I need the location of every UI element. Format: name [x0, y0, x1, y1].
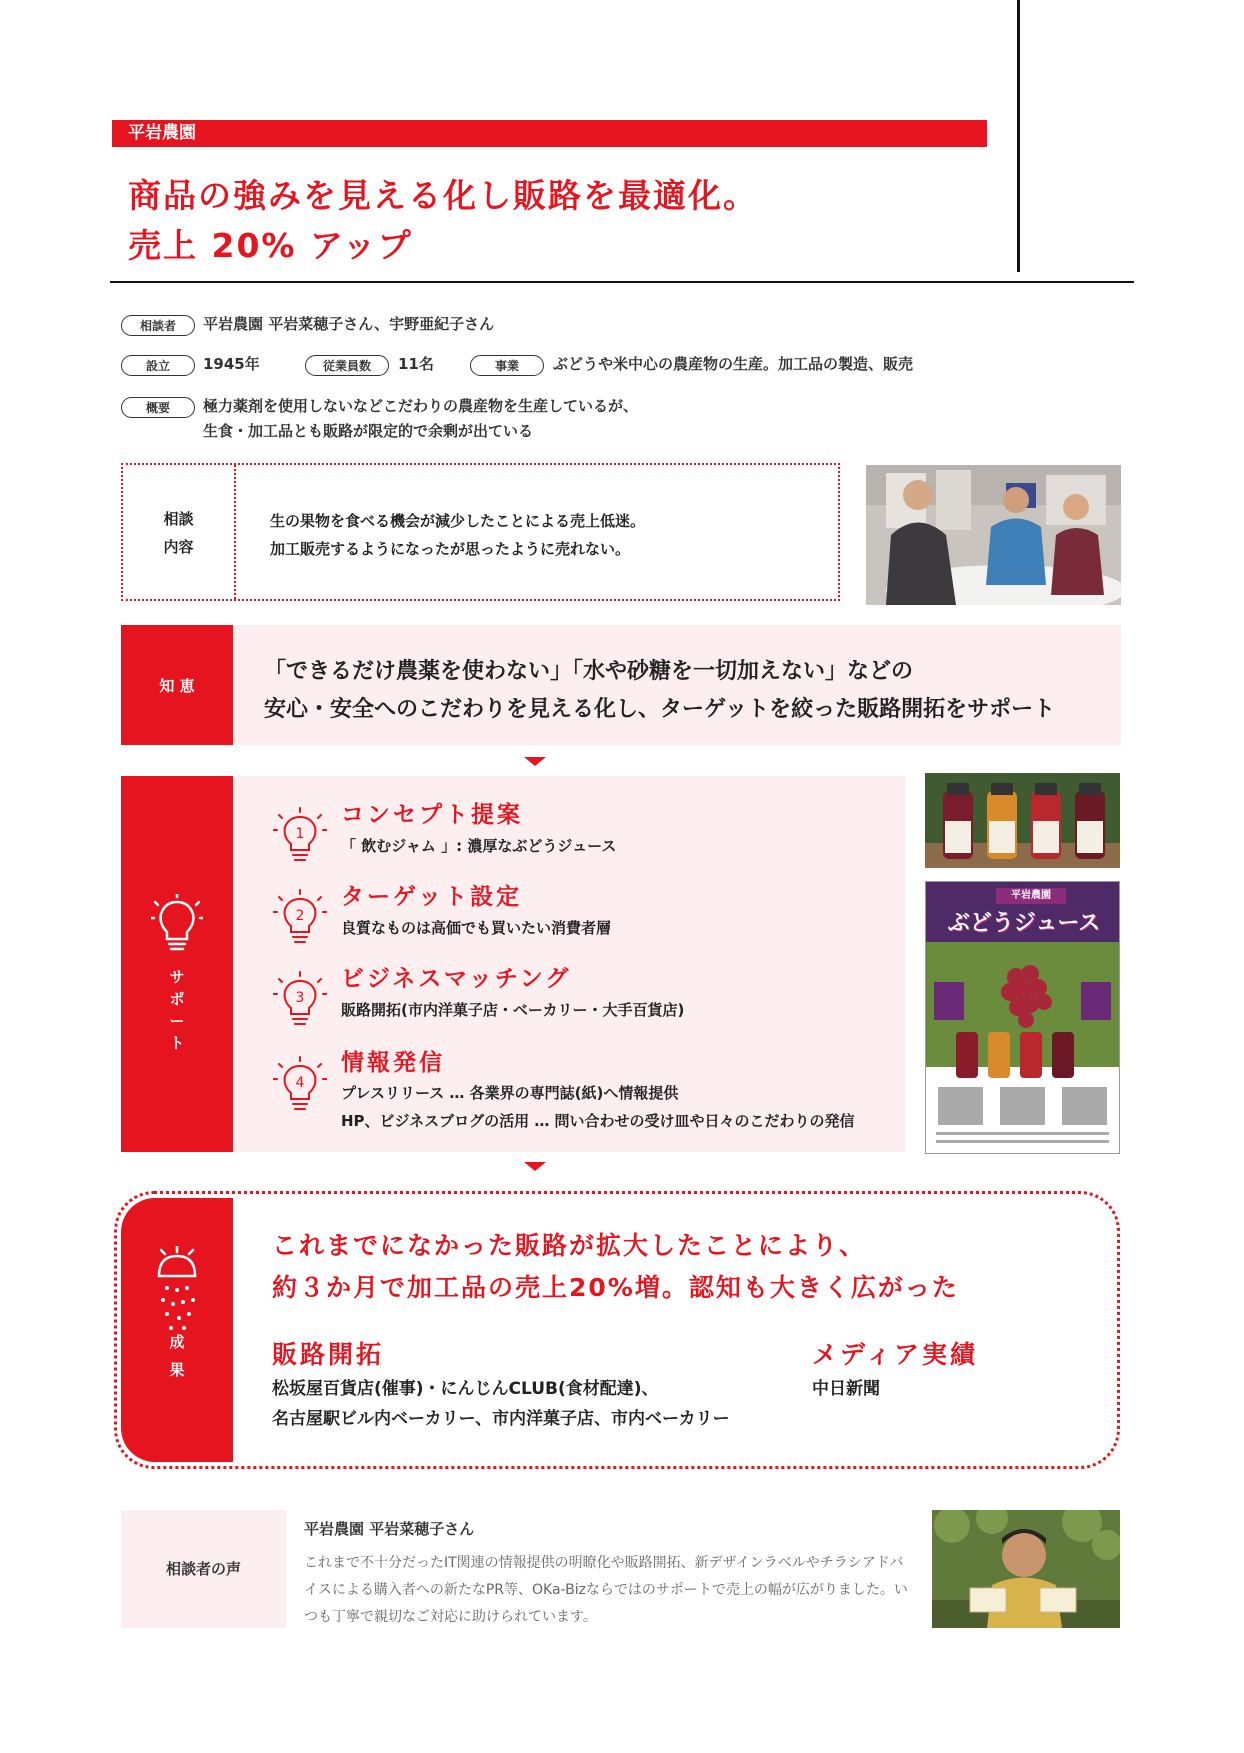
meeting-photo [866, 465, 1121, 605]
headline-line1: 商品の強みを見える化し販路を最適化。 [128, 176, 758, 215]
wisdom-line2: 安心・安全へのこだわりを見える化し、ターゲットを絞った販路開拓をサポート [264, 697, 1056, 722]
media-body: 中日新聞 [812, 1379, 880, 1399]
header-divider [110, 281, 1134, 283]
down-arrow-icon [524, 1162, 546, 1171]
consultation-label [123, 505, 234, 561]
step-1-number: 1 [295, 826, 305, 842]
result-label-line2: 果 [169, 1361, 185, 1379]
lightbulb-icon [151, 894, 203, 956]
result-label-line1: 成 [169, 1333, 185, 1351]
step-1-title: コンセプト提案 [341, 802, 523, 828]
consultee-value: 平岩農園 平岩菜穂子さん、宇野亜紀子さん [203, 315, 495, 333]
company-label-bar [112, 120, 987, 147]
juice-bottles-photo [925, 773, 1120, 868]
consultation-label-line1: 相談 [163, 510, 194, 528]
step-1-body: 「 飲むジャム 」: 濃厚なぶどうジュース [341, 837, 617, 855]
support-tab [121, 776, 233, 1152]
overview-label: 概要 [121, 397, 195, 418]
support-label-char: サ [169, 968, 185, 986]
channels-line2: 名古屋駅ビル内ベーカリー、市内洋菓子店、市内ベーカリー [272, 1409, 730, 1429]
overview-line1: 極力薬剤を使用しないなどこだわりの農産物を生産しているが、 [203, 397, 639, 415]
step-3-bulb-icon [273, 970, 327, 1028]
employees-label: 従業員数 [305, 355, 389, 376]
consultation-line1: 生の果物を食べる機会が減少したことによる売上低迷。 [270, 512, 646, 530]
consultation-box [121, 463, 840, 601]
wisdom-tab [121, 625, 233, 745]
poster-brand: 平岩農園 [996, 888, 1066, 904]
step-1-bulb-icon [273, 806, 327, 864]
consultation-label-line2: 内容 [163, 538, 194, 556]
step-4-body-line2: HP、ビジネスブログの活用 … 問い合わせの受け皿や日々のこだわりの発信 [341, 1112, 855, 1130]
step-4-title: 情報発信 [341, 1050, 445, 1076]
wisdom-text [264, 653, 1055, 729]
poster-title: ぶどうジュース [947, 911, 1101, 936]
step-3-title: ビジネスマッチング [341, 966, 572, 992]
step-2-body: 良質なものは高価でも買いたい消費者層 [341, 919, 612, 937]
founded-label: 設立 [121, 355, 195, 376]
support-label-char: ー [169, 1012, 185, 1030]
consultee-label: 相談者 [121, 315, 195, 336]
channels-body [272, 1374, 730, 1434]
channels-title: 販路開拓 [272, 1340, 385, 1369]
voice-tab [121, 1510, 286, 1628]
business-label: 事業 [470, 355, 544, 376]
step-4-number: 4 [295, 1075, 305, 1091]
wisdom-line1: 「できるだけ農薬を使わない」「水や砂糖を一切加えない」などの [264, 659, 914, 684]
support-label-char: ポ [169, 990, 185, 1008]
voice-name: 平岩農園 平岩菜穂子さん [304, 1520, 475, 1538]
company-label: 平岩農園 [128, 123, 196, 143]
result-headline-line2: 約３か月で加工品の売上20%増。認知も大きく広がった [272, 1273, 959, 1302]
overview-line2: 生食・加工品とも販路が限定的で余剰が出ている [203, 422, 534, 440]
step-2-title: ターゲット設定 [341, 884, 523, 910]
step-4-body-line1: プレスリリース … 各業界の専門誌(紙)へ情報提供 [341, 1084, 679, 1102]
business-value: ぶどうや米中心の農産物の生産。加工品の製造、販売 [553, 355, 914, 373]
wisdom-label: 知 恵 [159, 677, 195, 695]
support-label [121, 966, 233, 1054]
voice-text: これまで不十分だったIT関連の情報提供の明瞭化や販路開拓、新デザインラベルやチラシアドバイスによる購入者への新たなPR等、OKa-Bizならではのサポートで売上の幅が広がりました。いつも丁寧で親切なご対応に助けられています。 [304, 1555, 908, 1625]
result-label [121, 1328, 233, 1384]
farmer-photo [932, 1510, 1120, 1628]
down-arrow-icon [524, 757, 546, 766]
wisdom-section [121, 625, 1121, 745]
founded-value: 1945年 [203, 355, 260, 373]
employees-value: 11名 [398, 355, 434, 373]
step-3-number: 3 [295, 990, 305, 1006]
consultation-line2: 加工販売するようになったが思ったように売れない。 [270, 540, 631, 558]
support-label-char: ト [169, 1034, 185, 1052]
step-4-bulb-icon [273, 1055, 327, 1113]
media-title: メディア実績 [812, 1340, 979, 1369]
consultation-body [270, 507, 645, 563]
step-2-number: 2 [295, 908, 305, 924]
voice-label: 相談者の声 [165, 1560, 241, 1578]
channels-line1: 松坂屋百貨店(催事)・にんじんCLUB(食材配達)、 [272, 1379, 659, 1399]
consultation-divider [234, 465, 236, 599]
result-tab [121, 1198, 233, 1462]
cracker-icon [151, 1246, 203, 1332]
top-vertical-rule [1017, 0, 1020, 272]
support-section [121, 776, 905, 1152]
result-headline-line1: これまでになかった販路が拡大したことにより、 [272, 1231, 867, 1260]
juice-poster [925, 881, 1120, 1154]
step-2-bulb-icon [273, 888, 327, 946]
step-3-body: 販路開拓(市内洋菓子店・ベーカリー・大手百貨店) [341, 1001, 685, 1019]
headline-line2: 売上 20% アップ [128, 226, 413, 265]
